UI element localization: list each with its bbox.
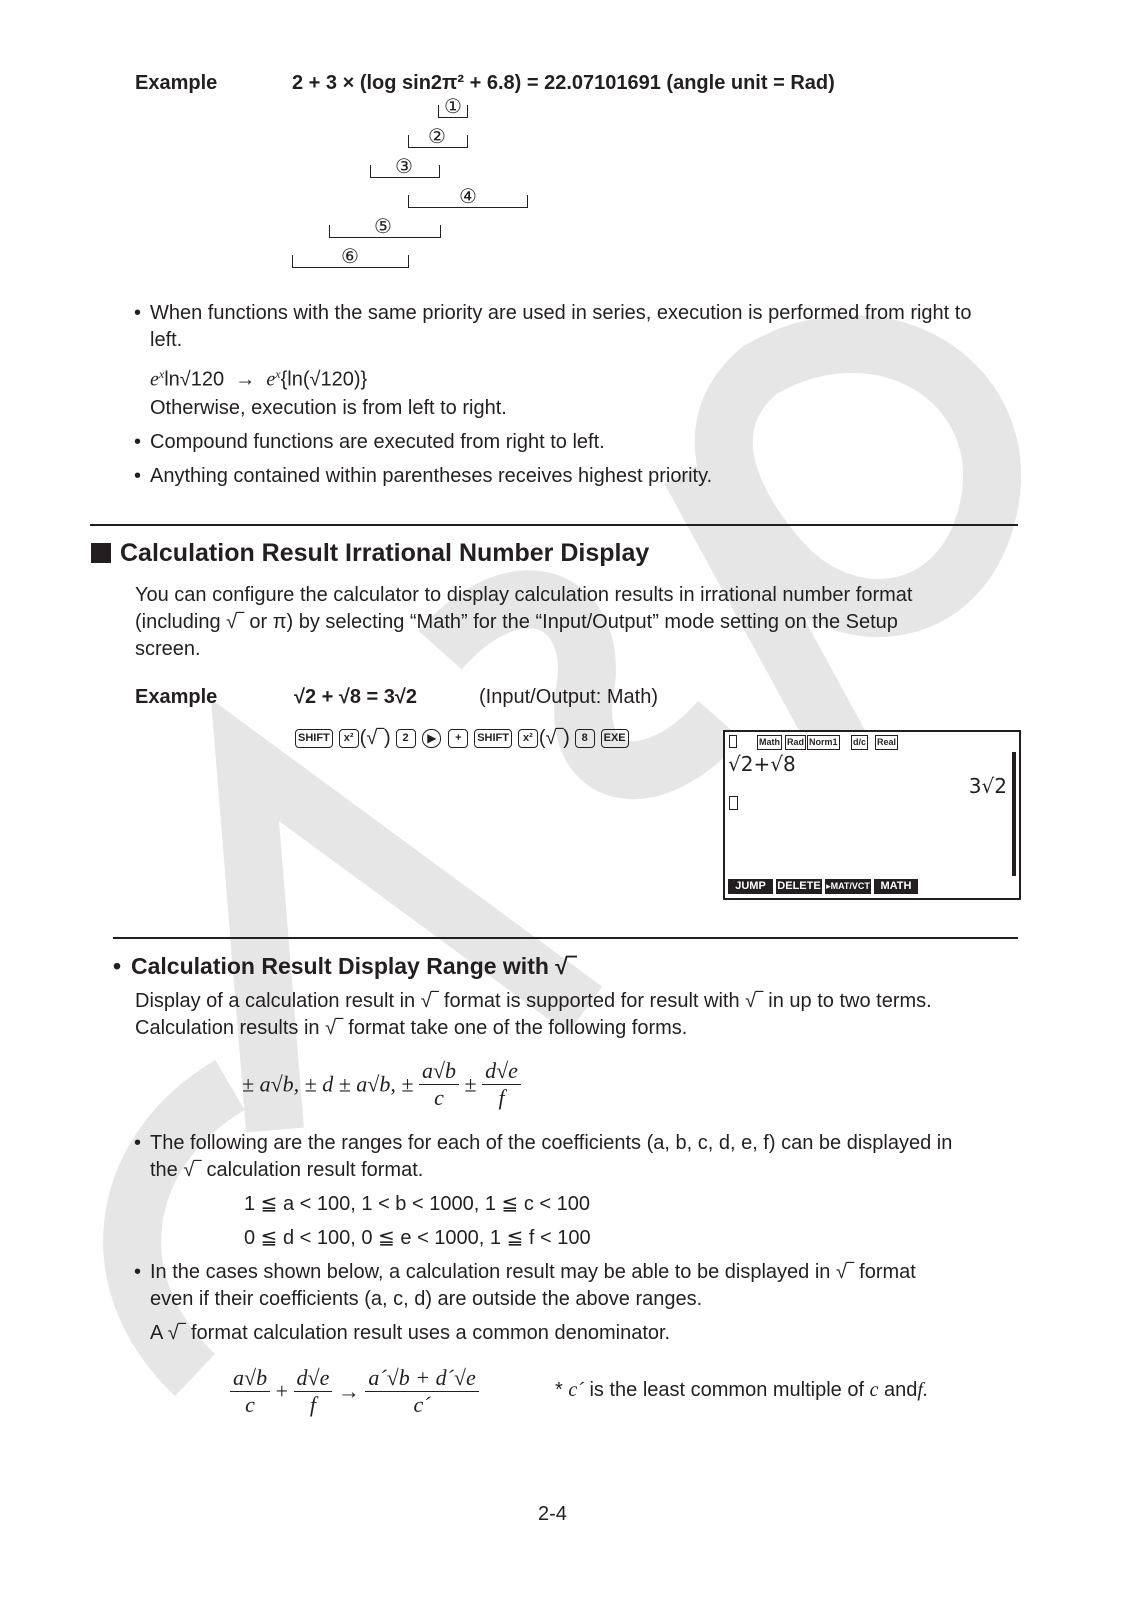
bullet-dot: • xyxy=(134,1261,142,1283)
fraction-denominator: f xyxy=(498,1085,505,1110)
screen-scrollbar xyxy=(1012,752,1016,876)
formula-rhs-rest: {ln(√120)} xyxy=(280,368,368,391)
fraction xyxy=(365,1365,478,1418)
right-arrow-key: ▶ xyxy=(422,729,441,748)
fraction-denominator: c xyxy=(245,1392,255,1417)
subsection-bullet: • xyxy=(113,953,122,979)
bullet-dot: • xyxy=(134,302,142,324)
cursor-box xyxy=(729,796,738,810)
footnote-star: * xyxy=(555,1379,563,1401)
fraction xyxy=(294,1365,333,1418)
fraction xyxy=(482,1058,521,1111)
formula-rhs-sup: x xyxy=(275,367,281,381)
plus-minus: ± xyxy=(464,1071,477,1097)
screen-input-line: √2+√8 xyxy=(728,752,796,776)
section-intro-3: screen. xyxy=(135,638,201,660)
section-title: Calculation Result Irrational Number Display xyxy=(120,539,650,567)
fraction-denominator: c xyxy=(434,1085,444,1110)
step-marker-2: ② xyxy=(428,126,446,148)
range-line-2: 0 ≦ d < 100, 0 ≦ e < 1000, 1 ≦ f < 100 xyxy=(244,1227,591,1249)
note-compound: Compound functions are executed from right to left. xyxy=(150,431,605,453)
combination-equation xyxy=(230,1365,479,1418)
example-label: Example xyxy=(135,686,218,708)
fraction-denominator: c´ xyxy=(413,1392,431,1417)
note-same-priority-cont: left. xyxy=(150,329,183,351)
fraction-numerator: d√e xyxy=(294,1365,333,1392)
footnote-c: c xyxy=(869,1379,879,1401)
cases-note: In the cases shown below, a calculation result may be able to be displayed in √‾ format xyxy=(150,1261,916,1283)
fkey-delete: DELETE xyxy=(777,880,821,892)
bracket-4 xyxy=(408,195,528,208)
forms-text: ± a√b, ± d ± a√b, ± xyxy=(242,1071,414,1097)
bracket-3 xyxy=(370,165,440,178)
footnote-text: is the least common multiple of xyxy=(589,1379,865,1401)
bracket-1 xyxy=(438,105,468,118)
fraction-numerator: a´√b + d´√e xyxy=(365,1365,478,1392)
subsection-line-2: Calculation results in √‾ format take one of the following forms. xyxy=(135,1017,688,1039)
screen-result: 3√2 xyxy=(968,774,1007,798)
step-marker-4: ④ xyxy=(459,186,477,208)
sqrt-function-label: (√‾) xyxy=(359,727,391,749)
status-norm: Norm1 xyxy=(807,735,840,750)
common-denominator-note: A √‾ format calculation result uses a common denominator. xyxy=(150,1322,671,1344)
fraction-numerator: a√b xyxy=(230,1365,270,1392)
step-marker-1: ① xyxy=(444,96,462,118)
fraction xyxy=(230,1365,270,1418)
calculator-screen xyxy=(723,730,1021,900)
page-number: 2-4 xyxy=(538,1503,567,1525)
fkey-math: MATH xyxy=(874,879,918,894)
subsection-title: Calculation Result Display Range with √‾ xyxy=(131,953,576,979)
status-dc: d/c xyxy=(851,735,868,750)
footnote xyxy=(555,1377,928,1404)
bullet-dot: • xyxy=(134,465,142,487)
exe-key: EXE xyxy=(601,729,629,748)
arrow: → xyxy=(337,1378,360,1404)
footnote-f: f. xyxy=(917,1379,928,1401)
x-squared-key: x² xyxy=(518,729,538,748)
bullet-dot: • xyxy=(134,1132,142,1154)
footnote-c-prime: c´ xyxy=(568,1379,584,1401)
example2-mode-note: (Input/Output: Math) xyxy=(479,686,658,708)
fraction-numerator: d√e xyxy=(482,1058,521,1085)
key-sequence xyxy=(294,727,630,750)
example2-expression: √2 + √8 = 3√2 xyxy=(294,686,418,708)
status-math: Math xyxy=(757,735,782,750)
ranges-note: The following are the ranges for each of the coefficients (a, b, c, d, e, f) can be displayed in xyxy=(150,1132,953,1154)
bullet-dot: • xyxy=(134,431,142,453)
fraction-denominator: f xyxy=(309,1392,316,1417)
priority-formula xyxy=(150,361,367,394)
subsection-line-1: Display of a calculation result in √‾ format is supported for result with √‾ in up to two terms. xyxy=(135,990,932,1012)
bracket-2 xyxy=(408,135,468,148)
formula-lhs-sup: x xyxy=(158,367,165,381)
fraction xyxy=(419,1058,459,1111)
digit-2-key: 2 xyxy=(396,729,416,748)
cases-note-cont: even if their coefficients (a, c, d) are outside the above ranges. xyxy=(150,1288,703,1310)
bracket-5 xyxy=(329,225,441,238)
note-same-priority: When functions with the same priority are used in series, execution is performed from right to xyxy=(150,302,972,324)
digit-8-key: 8 xyxy=(575,729,595,748)
formula-lhs-e: e xyxy=(150,368,159,391)
shift-key: SHIFT xyxy=(474,729,512,748)
fraction-numerator: a√b xyxy=(419,1058,459,1085)
section-intro-1: You can configure the calculator to display calculation results in irrational number format xyxy=(135,584,913,606)
fkey-mat-vct: ▸MAT/VCT xyxy=(825,879,871,894)
result-forms xyxy=(242,1058,521,1111)
battery-icon xyxy=(729,735,737,748)
section-intro-2: (including √‾ or π) by selecting “Math” for the “Input/Output” mode setting on the Setup xyxy=(135,611,898,633)
shift-key: SHIFT xyxy=(295,729,333,748)
step-marker-6: ⑥ xyxy=(341,246,359,268)
status-real: Real xyxy=(875,735,898,750)
plus-key: + xyxy=(448,729,468,748)
note-otherwise: Otherwise, execution is from left to right. xyxy=(150,397,507,419)
step-marker-5: ⑤ xyxy=(374,216,392,238)
fkey-jump: JUMP xyxy=(728,879,773,894)
footnote-and: and xyxy=(884,1379,918,1401)
range-line-1: 1 ≦ a < 100, 1 < b < 1000, 1 ≦ c < 100 xyxy=(244,1193,590,1215)
sqrt-function-label: (√‾) xyxy=(538,727,570,749)
section-rule xyxy=(90,524,1018,526)
example-expression: 2 + 3 × (log sin2π² + 6.8) = 22.07101691 (angle unit = Rad) xyxy=(292,72,835,94)
ranges-note-cont: the √‾ calculation result format. xyxy=(150,1159,424,1181)
formula-rhs-e: e xyxy=(266,368,276,391)
x-squared-key: x² xyxy=(339,729,359,748)
formula-arrow: → xyxy=(235,368,256,391)
section-square-icon xyxy=(91,543,111,563)
example-label: Example xyxy=(135,72,218,94)
status-rad: Rad xyxy=(785,735,806,750)
bracket-6 xyxy=(292,255,409,268)
step-marker-3: ③ xyxy=(395,156,413,178)
note-parentheses: Anything contained within parentheses receives highest priority. xyxy=(150,465,713,487)
plus-sign: + xyxy=(275,1378,288,1404)
subsection-rule xyxy=(113,937,1018,939)
formula-lhs-rest: ln√120 xyxy=(164,368,225,391)
